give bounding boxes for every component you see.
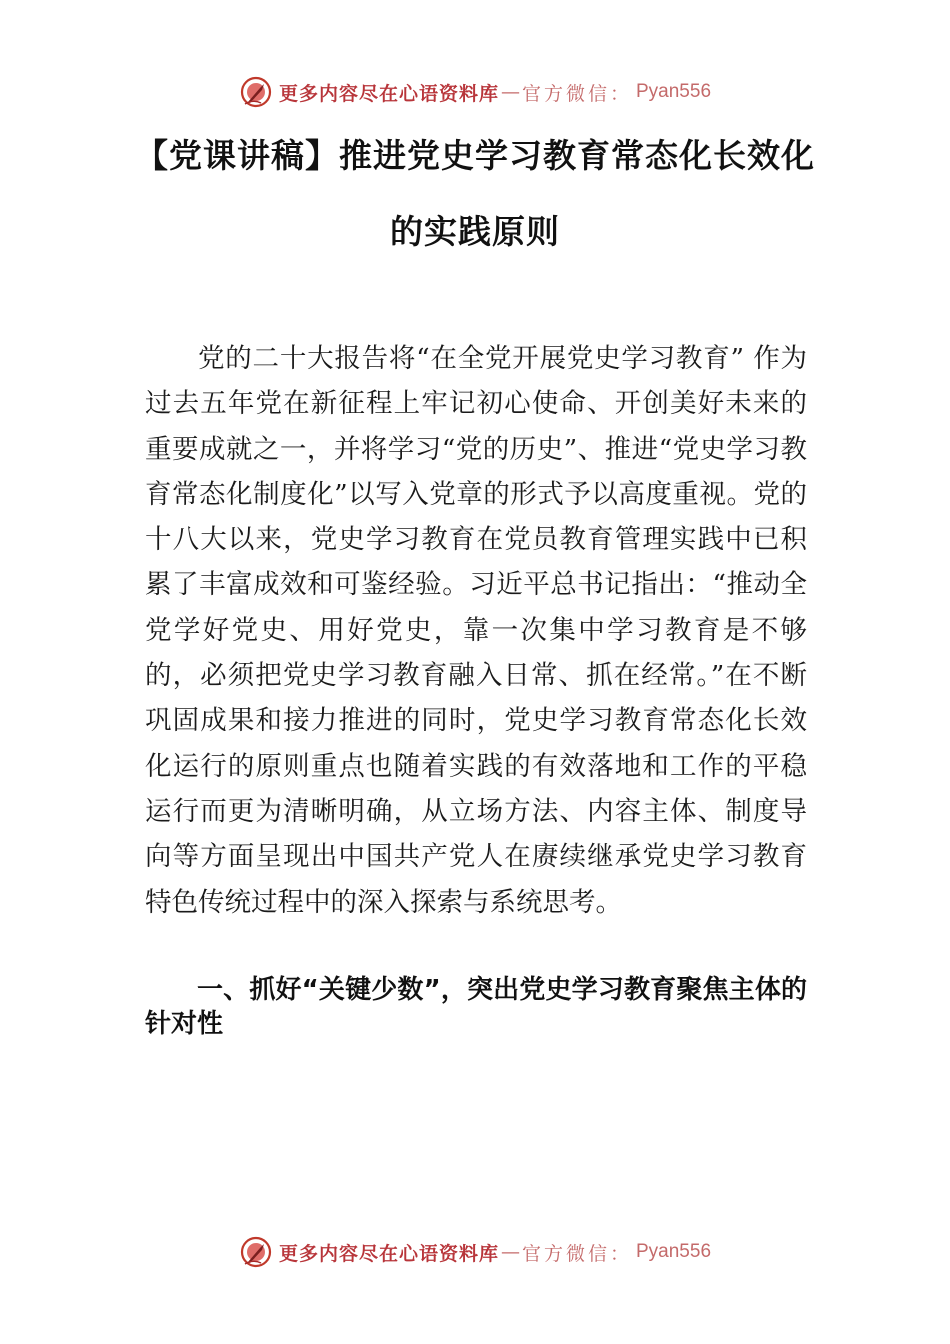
document-title: 【党课讲稿】推进党史学习教育常态化长效化的实践原则 — [135, 136, 815, 251]
body-paragraph: 党的二十大报告将“在全党开展党史学习教育” 作为过去五年党在新征程上牢记初心使命、开创美好未来的重要成就之一，并将学习“党的历史”、推进“党史学习教育常态化制度化”以写入党章的形式予以高度重视。党的十八大以来，党史学习教育在党员教育管理实践中已积累了丰富成效和可鉴经验。习近平总书记指出：“推动全党学好党史、用好党史，靠一次集中学习教育是不够的，必须把党史学习教育融入日常、抓在经常。”在不断巩固成果和接力推进的同时，党史学习教育常态化长效化运行的原则重点也随着实践的有效落地和工作的平稳运行而更为清晰明确，从立场方法、内容主体、制度导向等方面呈现出中国共产党人在赓续继承党史学习教育特色传统过程中的深入探索与系统思考。 — [145, 343, 807, 918]
pen-nib-circle-icon — [239, 75, 273, 109]
watermark-wechat-id: Pyan556 — [636, 1241, 712, 1262]
watermark-wechat-label: 官方微信： — [521, 1242, 632, 1265]
watermark-separator: — — [500, 1241, 520, 1263]
watermark-wechat-id: Pyan556 — [636, 81, 712, 102]
watermark-brand-text: 更多内容尽在心语资料库 — [278, 1242, 499, 1265]
pen-nib-circle-icon — [239, 1235, 273, 1269]
watermark-separator: — — [500, 81, 520, 103]
watermark-wechat-label: 官方微信： — [521, 82, 632, 105]
watermark-brand-text: 更多内容尽在心语资料库 — [278, 82, 499, 105]
watermark-banner-top — [0, 72, 950, 112]
watermark-banner-bottom — [0, 1232, 950, 1272]
section-heading: 一、抓好“关键少数”，突出党史学习教育聚焦主体的针对性 — [145, 975, 807, 1039]
